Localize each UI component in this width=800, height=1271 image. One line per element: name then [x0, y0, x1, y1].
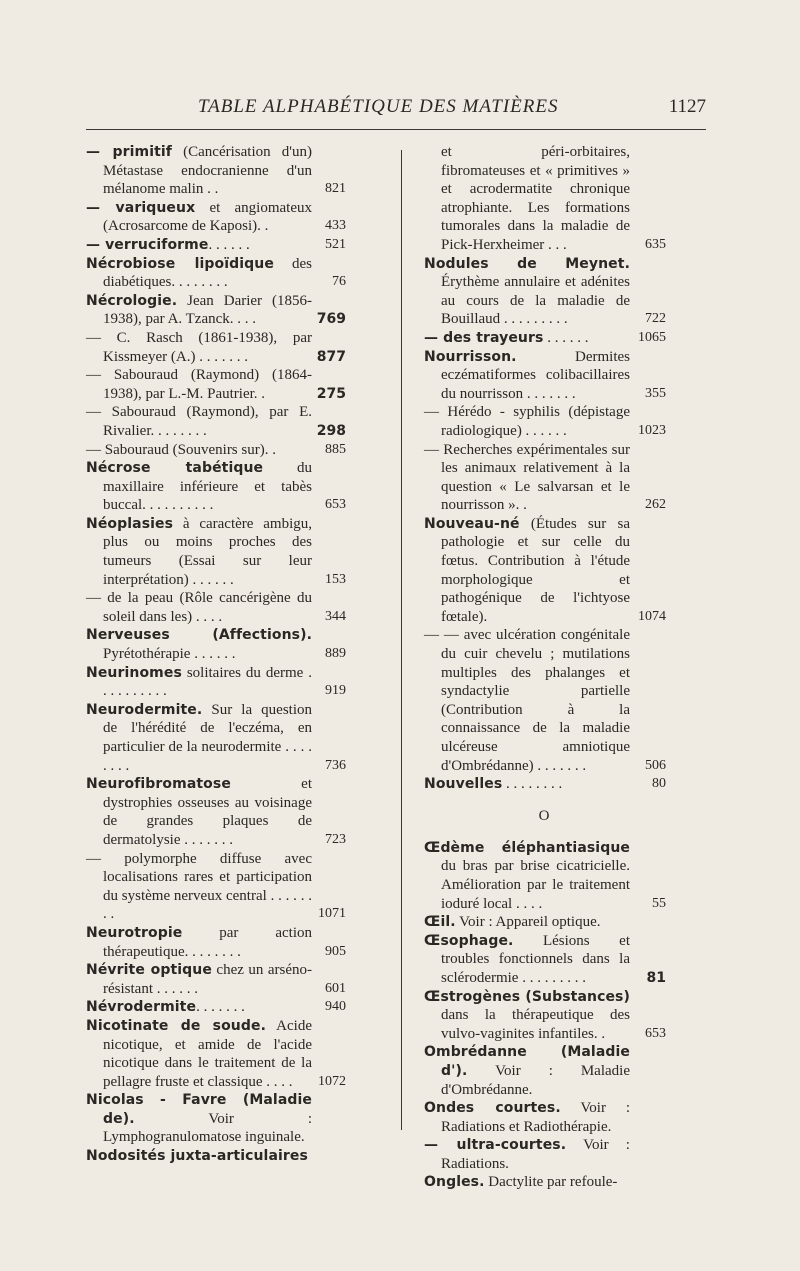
- entry-page-number: 736: [325, 757, 346, 773]
- index-entry: [86, 664, 346, 701]
- entry-page-number: 653: [645, 1025, 666, 1041]
- entry-text: à caractère ambigu, plus ou moins proches des tumeurs (Essai sur leur interprétation) . . . . . .: [103, 515, 312, 588]
- entry-text: Voir : Radiations.: [441, 1137, 630, 1172]
- entry-text: (Études sur sa pathologie et sur celle du fœtus. Contribution à l'étude morphologique et pathogénique de l'ichtyose fœtale).: [441, 515, 630, 625]
- index-entry: [424, 839, 664, 913]
- page-number: 1127: [668, 96, 706, 117]
- entry-headword: — verruciforme: [86, 236, 209, 253]
- entry-headword: Nourrisson.: [424, 348, 517, 365]
- entry-text: — — avec ulcération congénitale du cuir chevelu ; mutilations multiples des phalanges et syndactylie partielle (Contribution à la connaissance de la maladie ulcéreuse amniotique d'Ombrédanne) . . . . . . .: [424, 627, 630, 774]
- entry-headword: Nouvelles: [424, 776, 503, 793]
- entry-text: Voir : Lymphogranulomatose inguinale.: [103, 1110, 312, 1146]
- entry-page-number: 1065: [638, 329, 666, 345]
- entry-text: — C. Rasch (1861-1938), par Kissmeyer (A.) . . . . . . .: [86, 329, 312, 365]
- index-entry: [86, 366, 346, 403]
- column-divider: [401, 150, 402, 1130]
- index-entry: [424, 403, 664, 440]
- entry-page-number: 877: [316, 348, 346, 365]
- entry-page-number: 919: [325, 683, 346, 699]
- index-entry: [424, 988, 664, 1044]
- entry-page-number: 653: [325, 497, 346, 513]
- entry-headword: Nicolas - Favre (Maladie de).: [86, 1092, 312, 1127]
- index-entry: [424, 441, 664, 515]
- entry-page-number: 153: [325, 571, 346, 587]
- index-entry: [424, 775, 664, 794]
- entry-text: du bras par brise cicatricielle. Amélioration par le traitement ioduré local . . . .: [441, 858, 630, 912]
- entry-page-number: 905: [325, 943, 346, 959]
- entry-page-number: 521: [325, 236, 346, 252]
- page-header: [86, 96, 706, 126]
- entry-text: — Sabouraud (Souvenirs sur). .: [86, 441, 276, 458]
- right-column: [424, 143, 664, 1192]
- entry-page-number: 1023: [638, 422, 666, 438]
- entry-page-number: 344: [325, 608, 346, 624]
- header-rule: [86, 129, 706, 130]
- entry-text: — Hérédo - syphilis (dépistage radiologique) . . . . . .: [424, 404, 630, 439]
- entry-headword: Nécrobiose lipoïdique: [86, 255, 274, 272]
- index-entry: [86, 775, 346, 849]
- entry-text: . . . . . . . .: [502, 776, 563, 793]
- entry-page-number: 601: [325, 980, 346, 996]
- entry-text: et angiomateux (Acrosarcome de Kaposi). .: [103, 199, 312, 235]
- index-entry: [86, 1147, 346, 1166]
- entry-page-number: 506: [645, 757, 666, 773]
- entry-headword: Névrodermite: [86, 999, 197, 1016]
- entry-headword: Ondes courtes.: [424, 1100, 561, 1117]
- entry-text: par action thérapeutique. . . . . . . .: [103, 924, 312, 960]
- entry-page-number: 940: [325, 999, 346, 1015]
- entry-page-number: 262: [645, 497, 666, 513]
- entry-page-number: 298: [316, 422, 346, 439]
- index-entry: [424, 626, 664, 775]
- entry-headword: Œsophage.: [424, 932, 514, 949]
- index-entry: [86, 701, 346, 775]
- entry-text: et péri-orbitaires, fibromateuses et « primitives » et acrodermatite chronique atrophiante. Les formations tumorales dans la maladie de Pick-Herxheimer . . .: [441, 144, 630, 253]
- index-entry: [86, 236, 346, 255]
- entry-text: Jean Darier (1856-1938), par A. Tzanck. . . .: [103, 292, 312, 328]
- index-entry: [424, 1043, 664, 1099]
- entry-page-number: 722: [645, 311, 666, 327]
- entry-text: — Recherches expérimentales sur les animaux relativement à la question « Le salvarsan et le nourrisson ». .: [424, 441, 630, 514]
- index-entry: [86, 1017, 346, 1091]
- entry-text: du maxillaire inférieure et tabès buccal. . . . . . . . . .: [103, 460, 312, 514]
- entry-text: dans la thérapeutique des vulvo-vaginites infantiles. .: [441, 1007, 630, 1042]
- entry-headword: Nicotinate de soude.: [86, 1017, 267, 1034]
- entry-page-number: 275: [316, 385, 346, 402]
- entry-headword: Nouveau-né: [424, 515, 520, 532]
- entry-text: Dermites eczématiformes colibacillaires du nourrisson . . . . . . .: [441, 348, 630, 402]
- entry-headword: Neurodermite.: [86, 701, 203, 718]
- entry-headword: Nodules de Meynet.: [424, 255, 630, 272]
- index-entry: [424, 348, 664, 404]
- index-entry: [86, 441, 346, 460]
- entry-page-number: 889: [325, 646, 346, 662]
- index-entry: [86, 961, 346, 998]
- entry-headword: — ultra-courtes.: [424, 1137, 567, 1154]
- entry-page-number: 76: [332, 274, 346, 290]
- entry-text: Voir : Radiations et Radiothérapie.: [441, 1100, 630, 1135]
- index-entry: [86, 459, 346, 515]
- index-entry: [86, 329, 346, 366]
- entry-page-number: 821: [325, 181, 346, 197]
- entry-text: . . . . . .: [208, 236, 250, 253]
- entry-text: . . . . . . .: [196, 999, 245, 1016]
- entry-text: (Cancérisation d'un) Métastase endocranienne d'un mélanome malin . .: [103, 144, 312, 198]
- index-entry: [86, 515, 346, 589]
- entry-headword: Nerveuses (Affections).: [86, 627, 312, 644]
- index-entry: [86, 1091, 346, 1147]
- entry-headword: — des trayeurs: [424, 329, 544, 346]
- index-entry: [86, 292, 346, 329]
- entry-text: Voir : Maladie d'Ombrédanne.: [441, 1062, 630, 1098]
- entry-headword: Neurofibromatose: [86, 776, 231, 793]
- entry-page-number: 1072: [318, 1073, 346, 1089]
- entry-headword: Œdème éléphantiasique: [424, 839, 630, 856]
- index-entry: [424, 329, 664, 348]
- index-entry: [86, 589, 346, 626]
- entry-headword: — primitif: [86, 144, 172, 160]
- index-entry: [424, 143, 664, 255]
- entry-page-number: 55: [652, 895, 666, 911]
- entry-page-number: 81: [646, 969, 666, 986]
- entry-page-number: 80: [652, 776, 666, 792]
- entry-headword: Nodosités juxta-articulaires: [86, 1148, 308, 1165]
- entry-text: Voir : Appareil optique.: [455, 914, 601, 931]
- entry-headword: Nécrologie.: [86, 292, 178, 309]
- entry-text: Pyrétothérapie . . . . . .: [103, 646, 236, 663]
- entry-headword: Œstrogènes (Substances): [424, 988, 630, 1005]
- index-entry: [86, 924, 346, 961]
- entry-headword: Ongles.: [424, 1174, 485, 1191]
- index-entry: [86, 998, 346, 1017]
- entry-text: et dystrophies osseuses au voisinage de grandes plaques de dermatolysie . . . . . . .: [103, 776, 312, 848]
- index-entry: [424, 1136, 664, 1173]
- entry-text: Dactylite par refoule-: [484, 1174, 618, 1191]
- entry-text: des diabétiques. . . . . . . .: [103, 255, 312, 291]
- index-entry: [86, 255, 346, 292]
- index-entry: [424, 255, 664, 329]
- index-entry: [86, 403, 346, 440]
- entry-text: — Sabouraud (Raymond) (1864-1938), par L.-M. Pautrier. .: [86, 367, 312, 402]
- entry-headword: Néoplasies: [86, 515, 174, 532]
- index-entry: [86, 199, 346, 236]
- entry-headword: Nécrose tabétique: [86, 460, 264, 477]
- entry-text: — polymorphe diffuse avec localisations rares et participation du système nerveux central . . . . . . . .: [86, 850, 312, 923]
- index-entry: [424, 913, 664, 932]
- entry-headword: Neurinomes: [86, 664, 182, 681]
- running-title: TABLE ALPHABÉTIQUE DES MATIÈRES: [198, 96, 559, 117]
- entry-page-number: 723: [325, 831, 346, 847]
- entry-text: Érythème annulaire et adénites au cours de la maladie de Bouillaud . . . . . . . . .: [441, 274, 630, 328]
- entry-page-number: 635: [645, 236, 666, 252]
- left-column: [86, 143, 346, 1166]
- index-entry: [86, 850, 346, 924]
- entry-headword: Ombrédanne (Maladie d').: [424, 1044, 630, 1079]
- entry-text: — de la peau (Rôle cancérigène du soleil dans les) . . . .: [86, 590, 312, 625]
- index-entry: [86, 143, 346, 199]
- entry-text: Sur la question de l'hérédité de l'eczéma, en particulier de la neurodermite . . . . . . . .: [103, 701, 312, 774]
- entry-text: — Sabouraud (Raymond), par E. Rivalier. . . . . . . .: [86, 404, 312, 439]
- index-entry: [424, 515, 664, 627]
- entry-headword: Neurotropie: [86, 924, 183, 941]
- entry-text: solitaires du derme . . . . . . . . . .: [103, 664, 312, 700]
- index-entry: [424, 1099, 664, 1136]
- entry-page-number: 885: [325, 441, 346, 457]
- index-entry: [424, 1173, 664, 1192]
- entry-page-number: 433: [325, 218, 346, 234]
- entry-page-number: 769: [316, 311, 346, 328]
- entry-text: Lésions et troubles fonctionnels dans la sclérodermie . . . . . . . . .: [441, 932, 630, 986]
- index-entry: [86, 626, 346, 663]
- index-entry: [424, 932, 664, 988]
- entry-page-number: 355: [645, 385, 666, 401]
- entry-headword: Œil.: [424, 914, 456, 931]
- entry-text: chez un arséno-résistant . . . . . .: [103, 962, 312, 997]
- entry-page-number: 1071: [318, 906, 346, 922]
- entry-text: . . . . . .: [543, 329, 589, 346]
- section-letter: O: [538, 807, 550, 824]
- entry-headword: Névrite optique: [86, 962, 212, 979]
- entry-headword: — variqueux: [86, 199, 196, 216]
- entry-text: Acide nicotique, et amide de l'acide nicotique dans le traitement de la pellagre fruste et classique . . . .: [103, 1017, 312, 1090]
- entry-page-number: 1074: [638, 608, 666, 624]
